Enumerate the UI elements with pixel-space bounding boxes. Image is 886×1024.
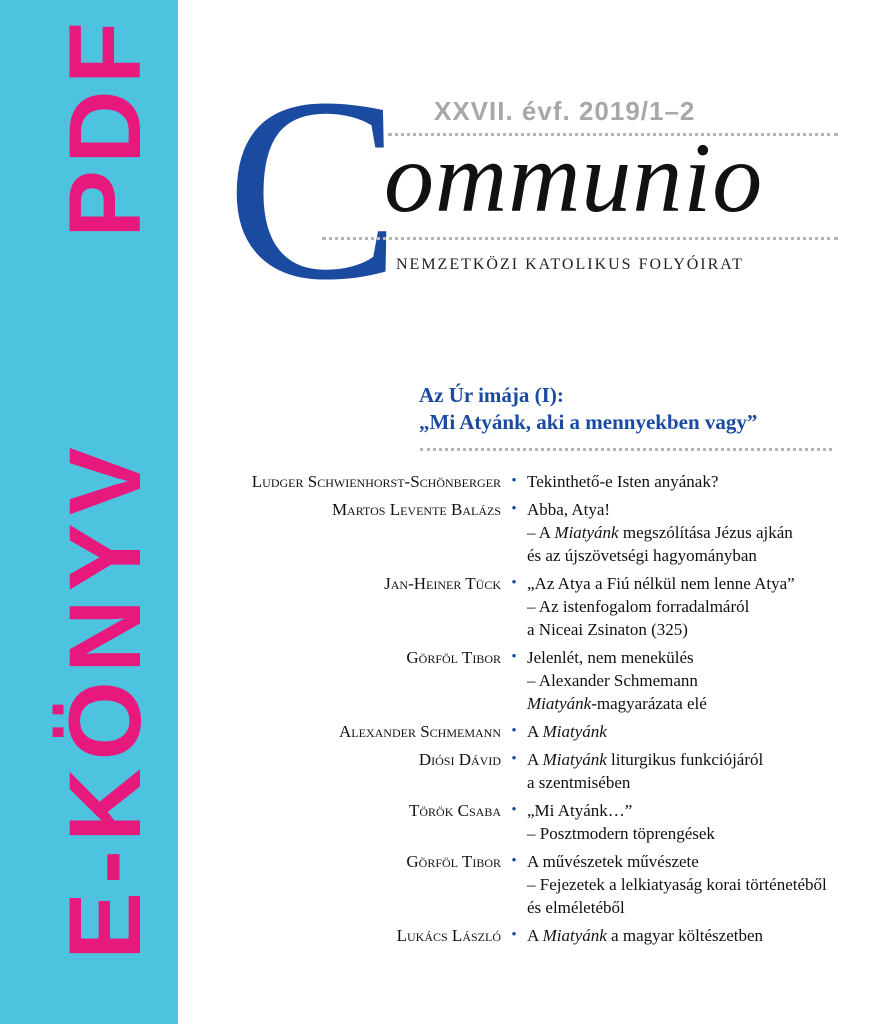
toc-title	[527, 924, 880, 947]
toc-title	[527, 799, 880, 845]
toc-title-line: A Miatyánk a magyar költészetben	[527, 926, 764, 945]
toc-title	[527, 646, 880, 715]
toc-author: Jan-Heiner Tück	[384, 574, 501, 593]
toc-title-line: – Fejezetek a lelkiatyaság korai történetéből	[527, 875, 827, 894]
toc-title-line: a szentmisében	[527, 773, 631, 792]
toc-author: Ludger Schwienhorst-Schönberger	[251, 472, 501, 491]
bullet-icon: •	[511, 751, 517, 767]
toc-title-line: Abba, Atya!	[527, 500, 611, 519]
toc-title-line: Tekinthető-e Isten anyának?	[527, 472, 719, 491]
toc-title	[527, 748, 880, 794]
toc-title-line: Miatyánk-magyarázata elé	[527, 694, 707, 713]
toc-title-line: Jelenlét, nem menekülés	[527, 648, 694, 667]
toc-title-line: – Az istenfogalom forradalmáról	[527, 597, 750, 616]
theme-dotted-rule	[420, 448, 832, 451]
toc-title-line: A művészetek művészete	[527, 852, 699, 871]
mid-dotted-rule	[322, 237, 838, 240]
toc-entry	[180, 799, 880, 845]
journal-title: ommunio	[384, 122, 764, 233]
bullet-icon: •	[511, 649, 517, 665]
ebook-label: E-KÖNYV	[48, 439, 162, 960]
toc-entry	[180, 748, 880, 794]
toc-title-line: – Posztmodern töprengések	[527, 824, 715, 843]
bullet-icon: •	[511, 473, 517, 489]
toc-entry	[180, 470, 880, 493]
toc-entry	[180, 924, 880, 947]
toc-title	[527, 498, 880, 567]
bullet-icon: •	[511, 501, 517, 517]
toc-author: Lukács László	[396, 926, 501, 945]
toc-author: Görföl Tibor	[406, 648, 501, 667]
bullet-icon: •	[511, 927, 517, 943]
toc-title	[527, 572, 880, 641]
toc-author: Martos Levente Balázs	[331, 500, 501, 519]
toc-title	[527, 720, 880, 743]
table-of-contents	[180, 470, 880, 947]
toc-entry	[180, 646, 880, 715]
toc-title	[527, 470, 880, 493]
toc-title-line: – A Miatyánk megszólítása Jézus ajkán	[527, 523, 793, 542]
toc-title-line: és az újszövetségi hagyományban	[527, 546, 757, 565]
issue-number: XXVII. évf. 2019/1–2	[434, 96, 696, 126]
toc-author: Diósi Dávid	[418, 750, 501, 769]
side-band	[0, 0, 178, 1024]
bullet-icon: •	[511, 802, 517, 818]
toc-author: Alexander Schmemann	[339, 722, 501, 741]
theme-line-2: „Mi Atyánk, aki a mennyekben vagy”	[419, 410, 758, 434]
toc-title-line: „Az Atya a Fiú nélkül nem lenne Atya”	[527, 574, 795, 593]
toc-author: Görföl Tibor	[406, 852, 501, 871]
toc-title-line: – Alexander Schmemann	[527, 671, 698, 690]
issue-theme	[419, 382, 757, 436]
toc-title-line: a Niceai Zsinaton (325)	[527, 620, 688, 639]
toc-entry	[180, 498, 880, 567]
title-initial: C	[226, 44, 401, 334]
journal-subtitle: NEMZETKÖZI KATOLIKUS FOLYÓIRAT	[396, 256, 744, 273]
theme-line-1: Az Úr imája (I):	[419, 383, 564, 407]
toc-entry	[180, 850, 880, 919]
toc-title-line: „Mi Atyánk…”	[527, 801, 633, 820]
toc-title	[527, 850, 880, 919]
bullet-icon: •	[511, 575, 517, 591]
toc-entry	[180, 572, 880, 641]
bullet-icon: •	[511, 853, 517, 869]
toc-title-line: A Miatyánk	[527, 722, 607, 741]
toc-entry	[180, 720, 880, 743]
toc-title-line: és elméletéből	[527, 898, 625, 917]
toc-author: Török Csaba	[409, 801, 501, 820]
toc-title-line: A Miatyánk liturgikus funkciójáról	[527, 750, 764, 769]
pdf-label: PDF	[48, 16, 162, 238]
bullet-icon: •	[511, 723, 517, 739]
